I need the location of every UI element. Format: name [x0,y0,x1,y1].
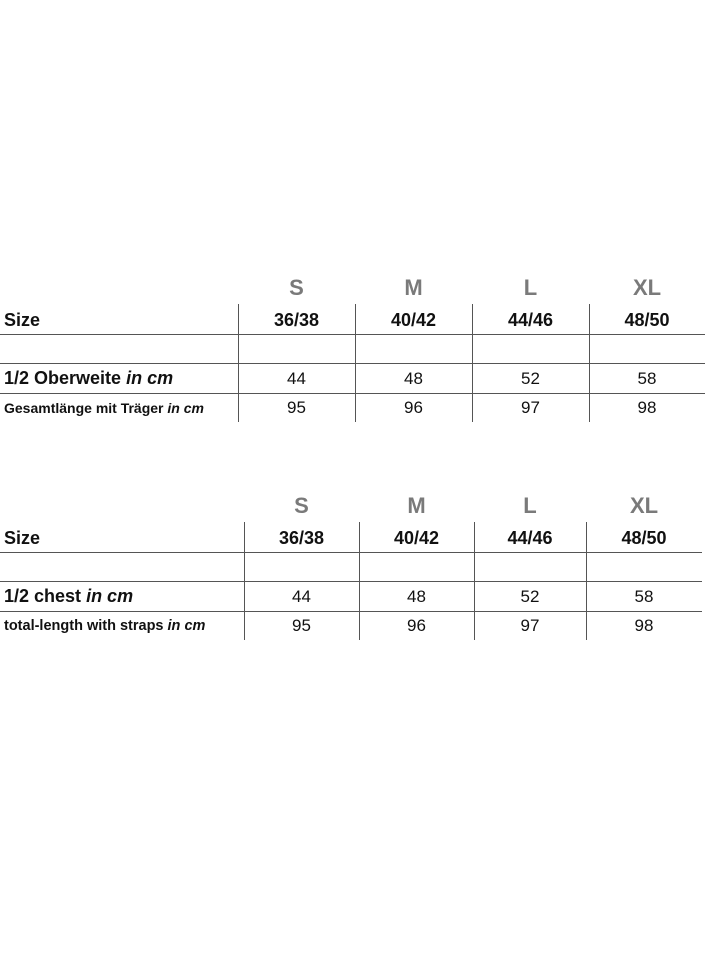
size-value-m: 40/42 [390,309,437,330]
chest-value-s: 44 [292,586,311,606]
size-table-english [0,488,705,640]
bust-label-unit: in cm [126,368,174,388]
size-label: Size [4,527,41,548]
length-label [0,394,242,422]
size-table-german [0,270,705,422]
length-value-m: 96 [407,616,426,635]
bust-label-text: 1/2 Oberweite [4,368,122,388]
size-row [0,524,705,552]
chest-row [0,582,705,611]
chest-value-xl: 58 [634,586,654,606]
length-label-unit: in cm [167,400,204,416]
bust-value-s: 44 [287,368,306,388]
length-label-text: total-length with straps [4,618,164,634]
size-letter-l: L [523,493,537,518]
size-value-s: 36/38 [278,527,325,548]
size-letter-m: M [407,493,426,518]
size-letter-row [0,488,705,524]
size-value-l: 44/46 [507,309,554,330]
size-letter-m: M [404,275,423,300]
length-value-m: 96 [404,398,423,417]
size-letter-l: L [523,275,538,300]
length-value-l: 97 [520,616,540,635]
chest-value-l: 52 [520,586,540,606]
chest-value-m: 48 [407,586,426,606]
size-letter-s: S [294,493,309,518]
bust-row [0,364,705,393]
length-value-xl: 98 [634,616,654,635]
length-value-l: 97 [521,398,540,417]
length-label-unit: in cm [167,618,206,634]
chest-label-text: 1/2 chest [4,586,82,606]
bust-value-l: 52 [521,368,540,388]
size-label: Size [4,309,41,330]
length-value-xl: 98 [637,398,657,417]
bust-label [0,364,242,393]
size-value-xl: 48/50 [621,527,667,548]
length-label-text: Gesamtlänge mit Träger [4,400,164,416]
size-letter-row [0,270,705,306]
length-row [0,612,705,640]
chest-label-unit: in cm [86,586,134,606]
row-divider [0,334,705,335]
size-value-m: 40/42 [393,527,440,548]
bust-value-m: 48 [404,368,423,388]
row-divider [0,552,702,553]
size-letter-xl: XL [632,275,662,300]
size-value-xl: 48/50 [624,309,670,330]
size-row [0,306,705,334]
chest-label [0,582,248,611]
size-letter-xl: XL [629,493,659,518]
length-value-s: 95 [292,616,311,635]
bust-value-xl: 58 [637,368,657,388]
length-value-s: 95 [287,398,306,417]
size-value-s: 36/38 [273,309,320,330]
length-label [0,612,248,640]
size-value-l: 44/46 [507,527,553,548]
size-letter-s: S [289,275,304,300]
length-row [0,394,705,422]
